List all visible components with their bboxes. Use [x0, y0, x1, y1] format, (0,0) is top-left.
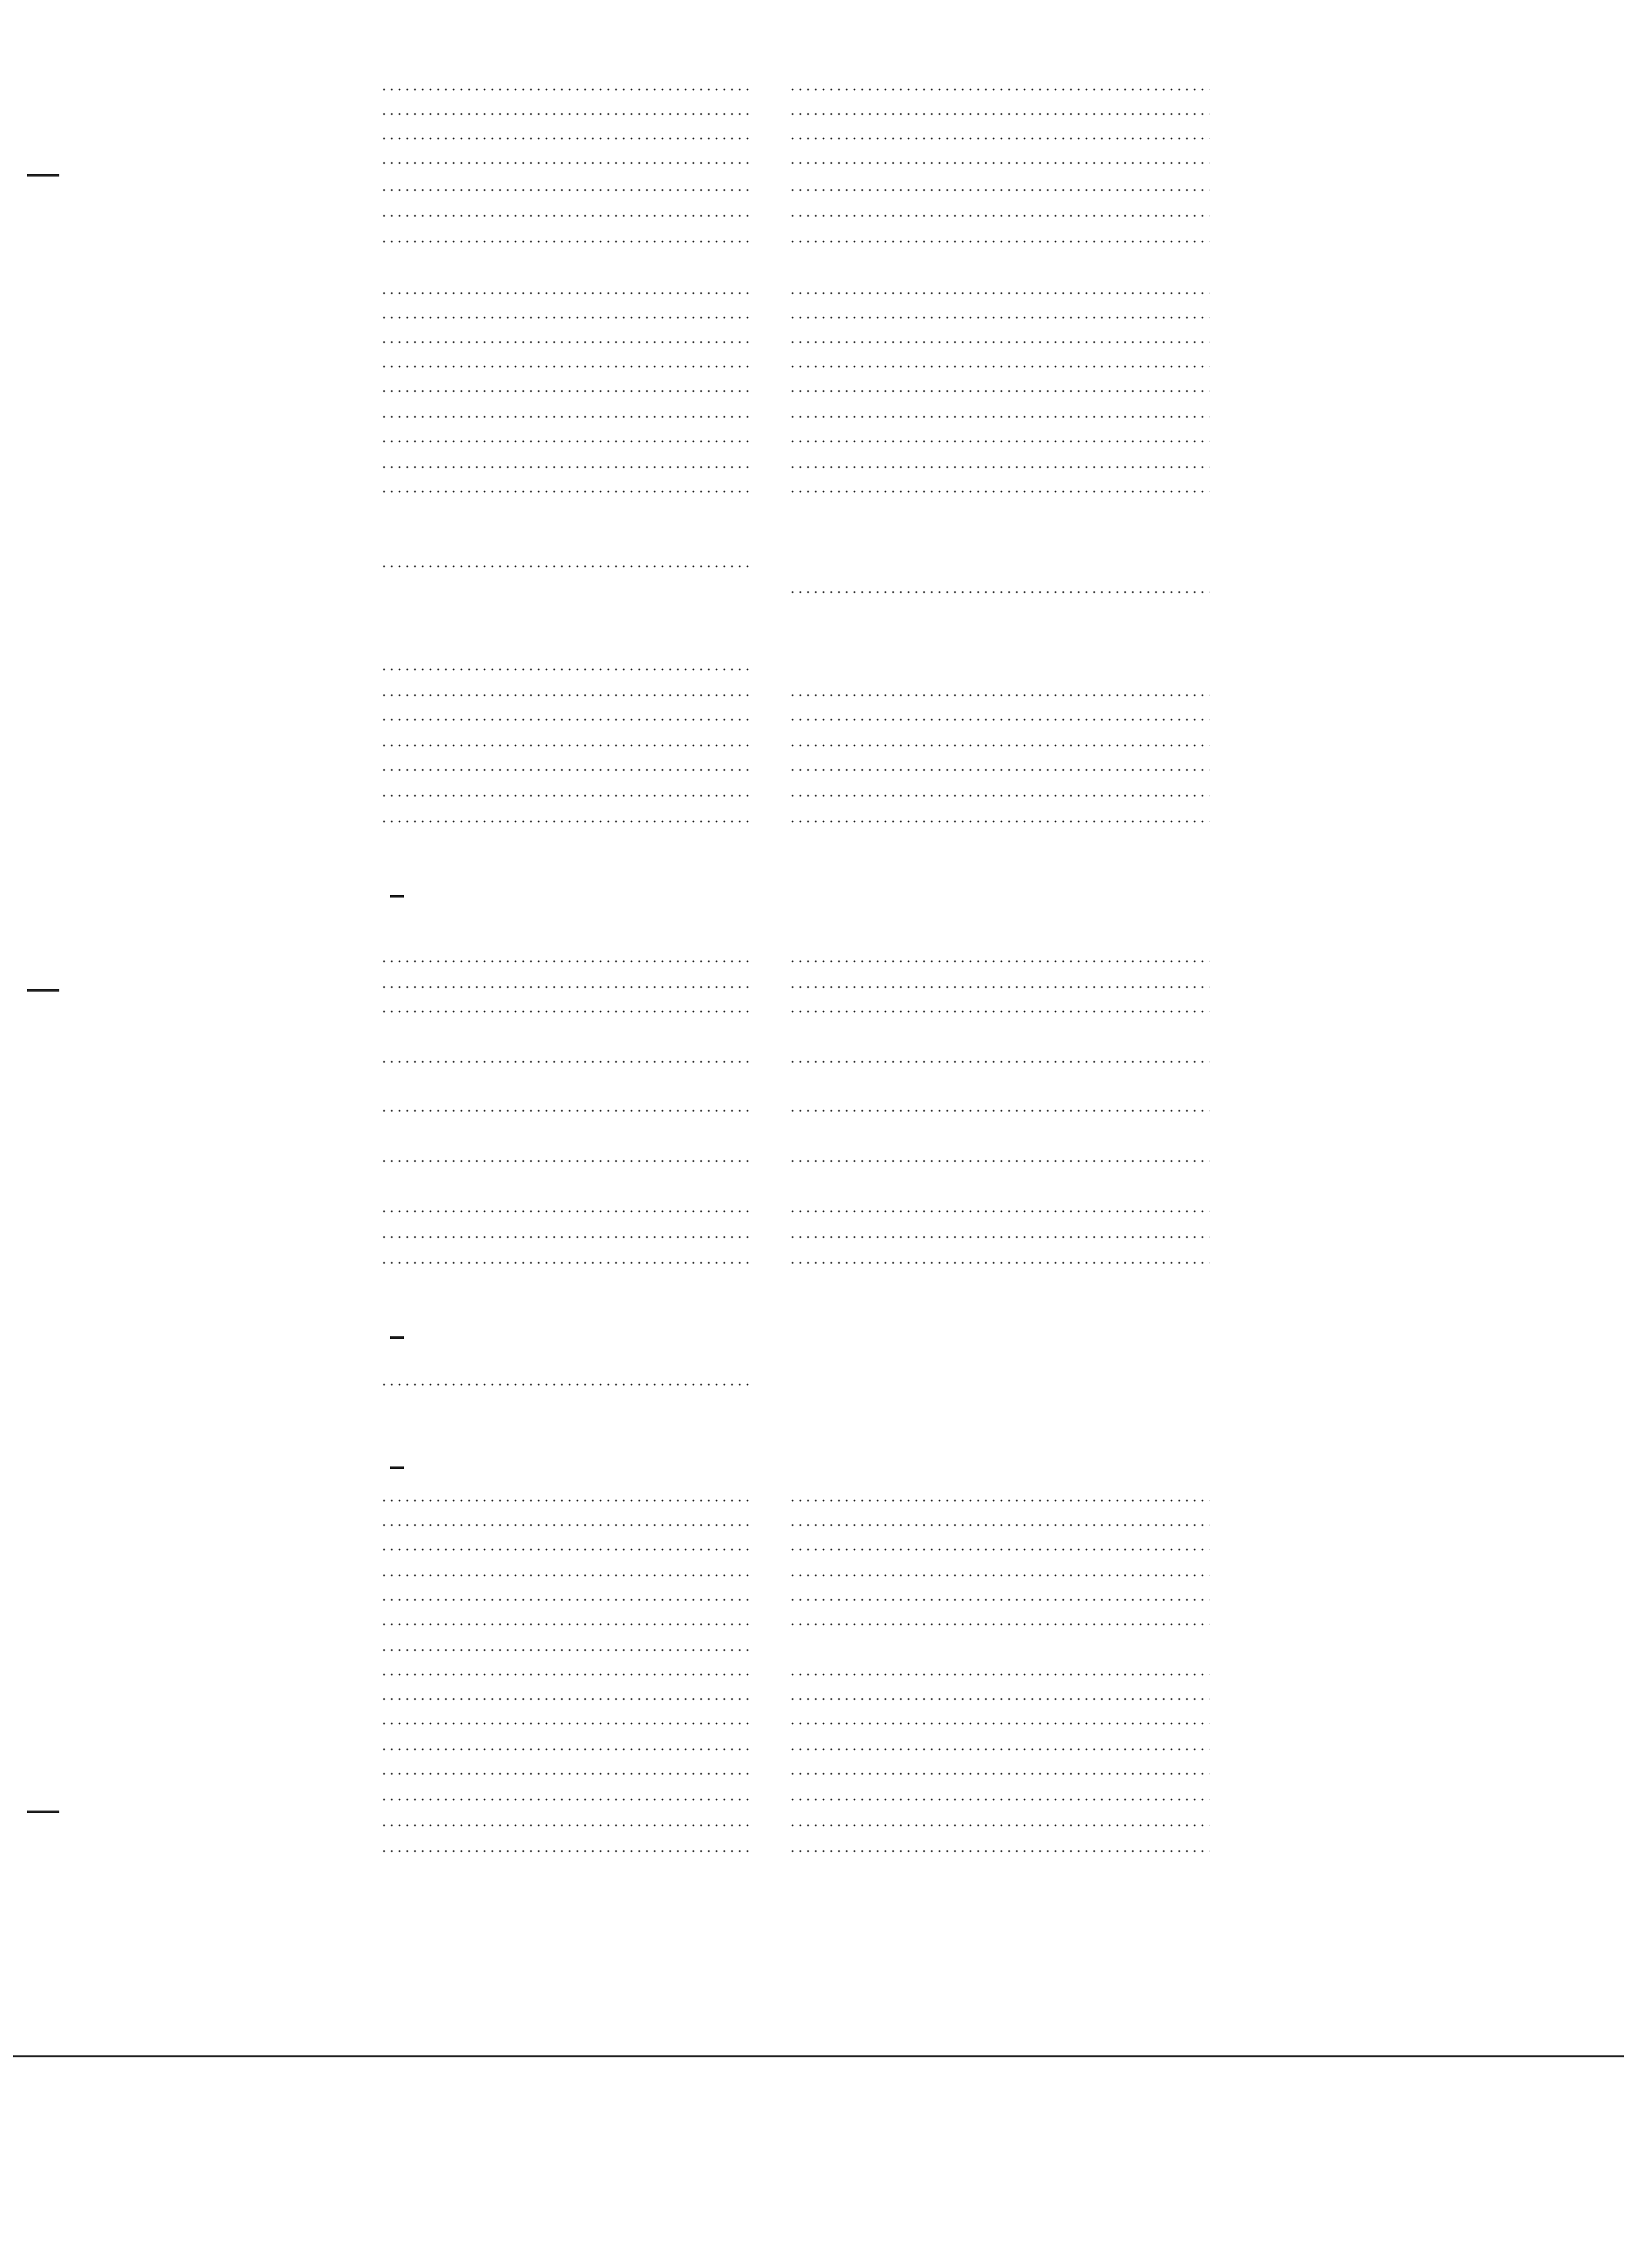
description-cell	[781, 1706, 1210, 1731]
description-cell	[781, 1756, 1210, 1781]
description-cell	[781, 1508, 1210, 1532]
table-row	[0, 628, 1629, 652]
description-cell	[781, 173, 1210, 197]
model-cell	[372, 424, 749, 448]
table-row	[0, 1782, 1629, 1807]
description-cell	[781, 1834, 1210, 1858]
description-cell	[781, 325, 1210, 349]
model-cell	[372, 399, 749, 424]
model-cell	[372, 224, 749, 249]
description-cell	[781, 678, 1210, 702]
table-row	[0, 474, 1629, 499]
model-cell	[372, 198, 749, 223]
table-row	[0, 1245, 1629, 1270]
table-row	[0, 678, 1629, 702]
table-row	[0, 1367, 1629, 1392]
model-cell	[372, 1532, 749, 1557]
description-cell	[781, 778, 1210, 803]
table-row	[0, 728, 1629, 753]
table-row	[0, 1756, 1629, 1781]
table-row	[0, 1582, 1629, 1607]
description-cell	[781, 1808, 1210, 1832]
description-cell	[781, 121, 1210, 146]
model-cell	[372, 97, 749, 121]
table-row	[0, 173, 1629, 197]
description-cell	[781, 374, 1210, 398]
description-cell	[781, 1144, 1210, 1168]
section-heading-10-703	[390, 867, 404, 898]
table-row	[0, 1633, 1629, 1657]
table-row	[0, 146, 1629, 170]
table-row	[0, 1044, 1629, 1069]
table-row	[0, 1607, 1629, 1631]
table-row	[0, 349, 1629, 374]
description-cell	[781, 1732, 1210, 1756]
description-cell	[781, 575, 1210, 599]
table-row	[0, 97, 1629, 121]
description-cell	[781, 1044, 1210, 1069]
table-row	[0, 1069, 1629, 1093]
table-row	[0, 450, 1629, 474]
model-cell	[372, 72, 749, 97]
table-row	[0, 575, 1629, 599]
description-cell	[781, 474, 1210, 499]
table-row	[0, 1220, 1629, 1244]
model-cell	[372, 349, 749, 374]
table-row	[0, 778, 1629, 803]
table-row	[0, 1194, 1629, 1218]
model-cell	[372, 121, 749, 146]
description-cell	[781, 276, 1210, 300]
table-row	[0, 198, 1629, 223]
description-cell	[781, 1194, 1210, 1218]
model-cell	[372, 1582, 749, 1607]
table-row	[0, 603, 1629, 628]
description-cell	[781, 1657, 1210, 1682]
model-cell	[372, 994, 749, 1019]
bottom-rule	[13, 2055, 1624, 2057]
model-cell	[372, 1483, 749, 1508]
description-cell	[781, 994, 1210, 1019]
description-cell	[781, 728, 1210, 753]
left-margin-mark	[27, 1811, 59, 1813]
description-cell	[781, 146, 1210, 170]
description-cell	[781, 1220, 1210, 1244]
table-row	[0, 399, 1629, 424]
model-cell	[372, 1220, 749, 1244]
description-cell	[781, 198, 1210, 223]
model-cell	[372, 1607, 749, 1631]
description-cell	[781, 1682, 1210, 1706]
table-row	[0, 524, 1629, 549]
description-cell	[781, 1532, 1210, 1557]
left-margin-mark	[27, 174, 59, 177]
model-cell	[372, 728, 749, 753]
table-row	[0, 702, 1629, 727]
table-row	[0, 500, 1629, 524]
model-cell	[372, 944, 749, 968]
model-cell	[372, 804, 749, 829]
model-cell	[372, 474, 749, 499]
description-cell	[781, 300, 1210, 325]
description-cell	[781, 1782, 1210, 1807]
model-cell	[372, 1633, 749, 1657]
description-cell	[781, 424, 1210, 448]
table-row	[0, 1118, 1629, 1142]
model-cell	[372, 146, 749, 170]
model-cell	[372, 753, 749, 777]
description-cell	[781, 72, 1210, 97]
table-row	[0, 1558, 1629, 1582]
table-row	[0, 804, 1629, 829]
model-cell	[372, 300, 749, 325]
table-row	[0, 325, 1629, 349]
table-row	[0, 424, 1629, 448]
table-row	[0, 918, 1629, 943]
model-cell	[372, 173, 749, 197]
table-row	[0, 1732, 1629, 1756]
model-cell	[372, 450, 749, 474]
table-row	[0, 1808, 1629, 1832]
model-cell	[372, 1508, 749, 1532]
description-cell	[781, 944, 1210, 968]
model-cell	[372, 276, 749, 300]
table-row	[0, 1508, 1629, 1532]
table-row	[0, 276, 1629, 300]
model-cell	[372, 1782, 749, 1807]
description-cell	[781, 450, 1210, 474]
description-cell	[781, 1607, 1210, 1631]
description-cell	[781, 224, 1210, 249]
table-row	[0, 121, 1629, 146]
table-row	[0, 994, 1629, 1019]
table-row	[0, 1483, 1629, 1508]
table-row	[0, 1682, 1629, 1706]
description-cell	[781, 1558, 1210, 1582]
table-row	[0, 1093, 1629, 1118]
table-row	[0, 1834, 1629, 1858]
section-heading-10-707	[390, 1438, 404, 1469]
table-row	[0, 1657, 1629, 1682]
description-cell	[781, 1483, 1210, 1508]
model-cell	[372, 970, 749, 994]
table-row	[0, 652, 1629, 677]
table-row	[0, 970, 1629, 994]
table-row	[0, 374, 1629, 398]
model-cell	[372, 1558, 749, 1582]
model-cell	[372, 1044, 749, 1069]
table-row	[0, 72, 1629, 97]
table-row	[0, 944, 1629, 968]
description-cell	[781, 399, 1210, 424]
model-cell	[372, 1194, 749, 1218]
model-cell	[372, 1706, 749, 1731]
model-cell	[372, 374, 749, 398]
description-cell	[781, 97, 1210, 121]
model-cell	[372, 778, 749, 803]
description-cell	[781, 1093, 1210, 1118]
table-row	[0, 300, 1629, 325]
model-cell	[372, 549, 749, 573]
table-row	[0, 549, 1629, 573]
description-cell	[781, 753, 1210, 777]
table-row	[0, 1532, 1629, 1557]
model-cell	[372, 652, 749, 677]
model-cell	[372, 1732, 749, 1756]
model-cell	[372, 702, 749, 727]
model-cell	[372, 1657, 749, 1682]
left-margin-mark	[27, 989, 59, 992]
description-cell	[781, 1582, 1210, 1607]
model-cell	[372, 325, 749, 349]
model-cell	[372, 1144, 749, 1168]
description-cell	[781, 349, 1210, 374]
model-cell	[372, 1367, 749, 1392]
description-cell	[781, 970, 1210, 994]
model-cell	[372, 678, 749, 702]
table-row	[0, 753, 1629, 777]
table-row	[0, 1706, 1629, 1731]
table-row	[0, 1019, 1629, 1043]
model-cell	[372, 1834, 749, 1858]
table-row	[0, 224, 1629, 249]
model-cell	[372, 1756, 749, 1781]
model-cell	[372, 1093, 749, 1118]
table-row	[0, 1144, 1629, 1168]
description-cell	[781, 804, 1210, 829]
model-cell	[372, 1245, 749, 1270]
table-row	[0, 1169, 1629, 1194]
section-heading-10-704	[390, 1308, 404, 1339]
description-cell	[781, 1245, 1210, 1270]
description-cell	[781, 702, 1210, 727]
model-cell	[372, 1682, 749, 1706]
model-cell	[372, 1808, 749, 1832]
